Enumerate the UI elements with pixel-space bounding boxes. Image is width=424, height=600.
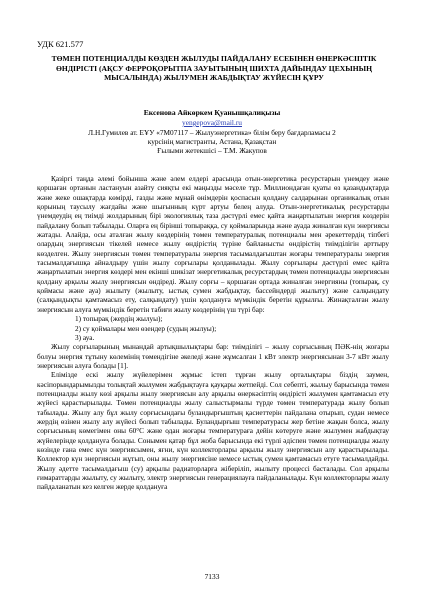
list-item: 1) топырақ (жердің жылуы);	[75, 315, 163, 324]
page-number: 7133	[204, 572, 220, 581]
affiliation-line: Л.Н.Гумилев ат. ЕҰУ «7М07117 – Жылуэнергетика» білім беру бағдарламасы 2	[88, 128, 336, 137]
paragraph: Жылу сорғыларының мынандай артықшылықтары бар: тиімділігі – жылу сорғысының ПӘК-нің жоғары болуы энергия тұтыну көлемінің төмендігіне әкеледі және жұмсалған 1 кВт электр энергиясынан 3-7 кВт жылу энергиясын алуға болады [1].	[37, 343, 389, 370]
paragraph: Елімізде ескі жылу жүйелерімен жұмыс істеп тұрған жылу орталықтары біздің заумен, кәсіпорындарымызды толықтай жылумен жабдықтауға қауқары жетпейді. Сол себепті, жылыу барысында төмен потенциалды жылу көзі арқылы жылу энергиясын алу арқылы өнеркәсіптің өндірісті жылумен қамтамасыз ету жүйесі қарастырылады. Төмен потенциалды жылу салыстырмалы түрде төмен температурада жылу болып табылады. Жылу алу бұл жылу сорғысындағы буландырғыштың қасиеттерін пайдалана отырып, судан немесе жердің өзінен жылу алу жүйесі болып табылады. Буландырғыш температурасы жер бетіне жақын болса, жылу сорғысының көмегімен оны 60°С және одан жоғары температураға дейін көтеруге және жылумен жабдықтау жүйелерінде қолдануға болады. Сонымен қатар бұл жоба барысында екі түрлі әдіспен төмен потенциалды жылу көзінде ғана емес күн энергиясымен, яғни, күн коллекторлары арқылы жылу энергиясын алу қарастырылады. Коллектор күн энергиясын жұтып, оны жылу энергиясіне немесе ыстық сумен қамтамасыз етуге тасымалдайды. Жылу әдетте тасымалдағыш (су) арқылы радиаторларға жіберіліп, жылыту процессі басталады. Сол арқылы ғимараттарды жылыту, су жылыту, электр энергиясын генерациялауға пайдаланылады. Күн коллекторлары жылу пайдаланатын кез келген жерде қолдануға	[37, 371, 389, 492]
author-name: Ексенова Айкөркем Қуанышқалиқызы	[143, 108, 281, 117]
list-item: 3) ауа.	[75, 333, 95, 342]
affiliation-line: курсінің магистранты, Астана, Қазақстан	[147, 137, 277, 147]
supervisor-line: Ғылыми жетекшісі – Т.М. Жакупов	[157, 146, 267, 156]
list-item: 2) су қоймалары мен өзендер (судың жылуы);	[75, 324, 217, 333]
author-email-link[interactable]: yengepova@mail.ru	[182, 118, 242, 127]
udk-code: УДК 621.577	[37, 39, 84, 49]
paragraph: Қазіргі таңда әлемі бойынша және әлем елдері арасында отын-энергетика ресурстарын үнемдеу және қоршаған ортанын ластануын азайту сияқты екі маңызды мәселе тұр. Миллиондаған қуаты өз қазандықтарда және жеке ошақтарда көмірді, газды және мұнай өнімдерін қоспасын қолдану салдарынан органикалық отын қорының таусылу жағдайы және шығынның күрт артуы белең алуда. Отын-энергетикалық ресурстарды үнемдеудің ең тиімді жолдарының бірі экологиялық таза дәстүрлі емес қайта жаңартылатын энергия көздерін пайдалану болып табылады. Оларға ең бірінші топыраққа, су қоймаларында және ауада жиналған күн энергиясы жатады. Алайда, осы аталған жылу көздерінің төмен температуралық потенциалы мен әрекеттердің тіпбегі олардың энергиясын тікелей немесе жылу өндірістің түріне байланысты өндірістің тиімділігін арттыру көзделген. Жылу энергиясын төмен температуралы энергия тасымалдағыштан жоғары температуралы энергия тасымалдағышқа айналдыру үшін жылу сорғылары қолданылады. Жылу сорғылары дәстүрлі емес қайта жаңартылатын энергия көздері мен екінші шикізат энергетикалық ресурстардың төмен потенциалды энергиясын қолдану арқылы жылу энергиясын өндіреді. Жылу сорғы – қоршаған ортада жиналған энергияны (топырақ, су қоймасы және ауа) жылыту (жылыту, ыстық сумен жабдықтау, бассейндерді жылыту) және салқындату (салқындықты қамтамасыз ету, салқындату) үшін қолдануға мүмкіндік беретін құрылғы. Жинақталған жылу энергиясын алуға мүмкіндік беретін табиғи жылу көздерінің үш түрі бар:	[37, 175, 389, 314]
affiliation-block	[0, 128, 424, 156]
article-body	[37, 175, 389, 493]
article-title: ТӨМЕН ПОТЕНЦИАЛДЫ КӨЗДЕН ЖЫЛУДЫ ПАЙДАЛАНУ ЕСЕБІНЕН ӨНЕРКӘСІПТІК ӨНДІРІСТІ (АҚСУ ФЕРРОҚОРЫТПА ЗАУЫТЫНЫҢ ШИХТА ДАЙЫНДАУ ЦЕХЫНЫҢ МЫСАЛЫНДА) ЖЫЛУМЕН ЖАБДЫҚТАУ ЖҮЙЕСІН ҚҰРУ	[51, 54, 377, 83]
